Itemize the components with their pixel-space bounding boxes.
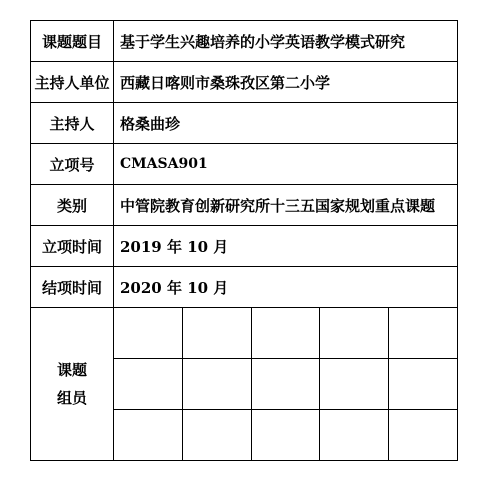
member-cell <box>388 410 457 461</box>
member-cell <box>320 410 389 461</box>
row-host-unit <box>31 62 458 103</box>
project-number-label: 立项号 <box>31 144 114 185</box>
members-label-line2: 组员 <box>56 389 87 407</box>
row-start-date <box>31 226 458 267</box>
members-grid-row <box>114 410 457 461</box>
members-grid-row <box>114 308 457 359</box>
start-date-value: 2019 年 10 月 <box>114 226 458 267</box>
members-grid-row <box>114 359 457 410</box>
member-cell <box>183 410 252 461</box>
row-category <box>31 185 458 226</box>
members-grid-cell <box>114 308 458 461</box>
host-value: 格桑曲珍 <box>114 103 458 144</box>
members-grid <box>114 308 457 460</box>
member-cell <box>114 410 183 461</box>
members-label-line1: 课题 <box>56 361 87 379</box>
end-date-label: 结项时间 <box>31 267 114 308</box>
row-topic <box>31 21 458 62</box>
member-cell <box>183 359 252 410</box>
members-label <box>31 308 114 461</box>
member-cell <box>320 359 389 410</box>
project-info-table <box>30 20 458 461</box>
member-cell <box>183 308 252 359</box>
member-cell <box>388 308 457 359</box>
project-number-value: CMASA901 <box>114 144 458 185</box>
row-end-date <box>31 267 458 308</box>
category-label: 类别 <box>31 185 114 226</box>
topic-value: 基于学生兴趣培养的小学英语教学模式研究 <box>114 21 458 62</box>
start-date-label: 立项时间 <box>31 226 114 267</box>
end-date-value: 2020 年 10 月 <box>114 267 458 308</box>
member-cell <box>251 359 320 410</box>
row-project-number <box>31 144 458 185</box>
host-unit-value: 西藏日喀则市桑珠孜区第二小学 <box>114 62 458 103</box>
host-label: 主持人 <box>31 103 114 144</box>
member-cell <box>114 308 183 359</box>
host-unit-label: 主持人单位 <box>31 62 114 103</box>
category-value: 中管院教育创新研究所十三五国家规划重点课题 <box>114 185 458 226</box>
member-cell <box>320 308 389 359</box>
member-cell <box>114 359 183 410</box>
member-cell <box>251 410 320 461</box>
topic-label: 课题题目 <box>31 21 114 62</box>
row-members <box>31 308 458 461</box>
member-cell <box>388 359 457 410</box>
member-cell <box>251 308 320 359</box>
row-host <box>31 103 458 144</box>
